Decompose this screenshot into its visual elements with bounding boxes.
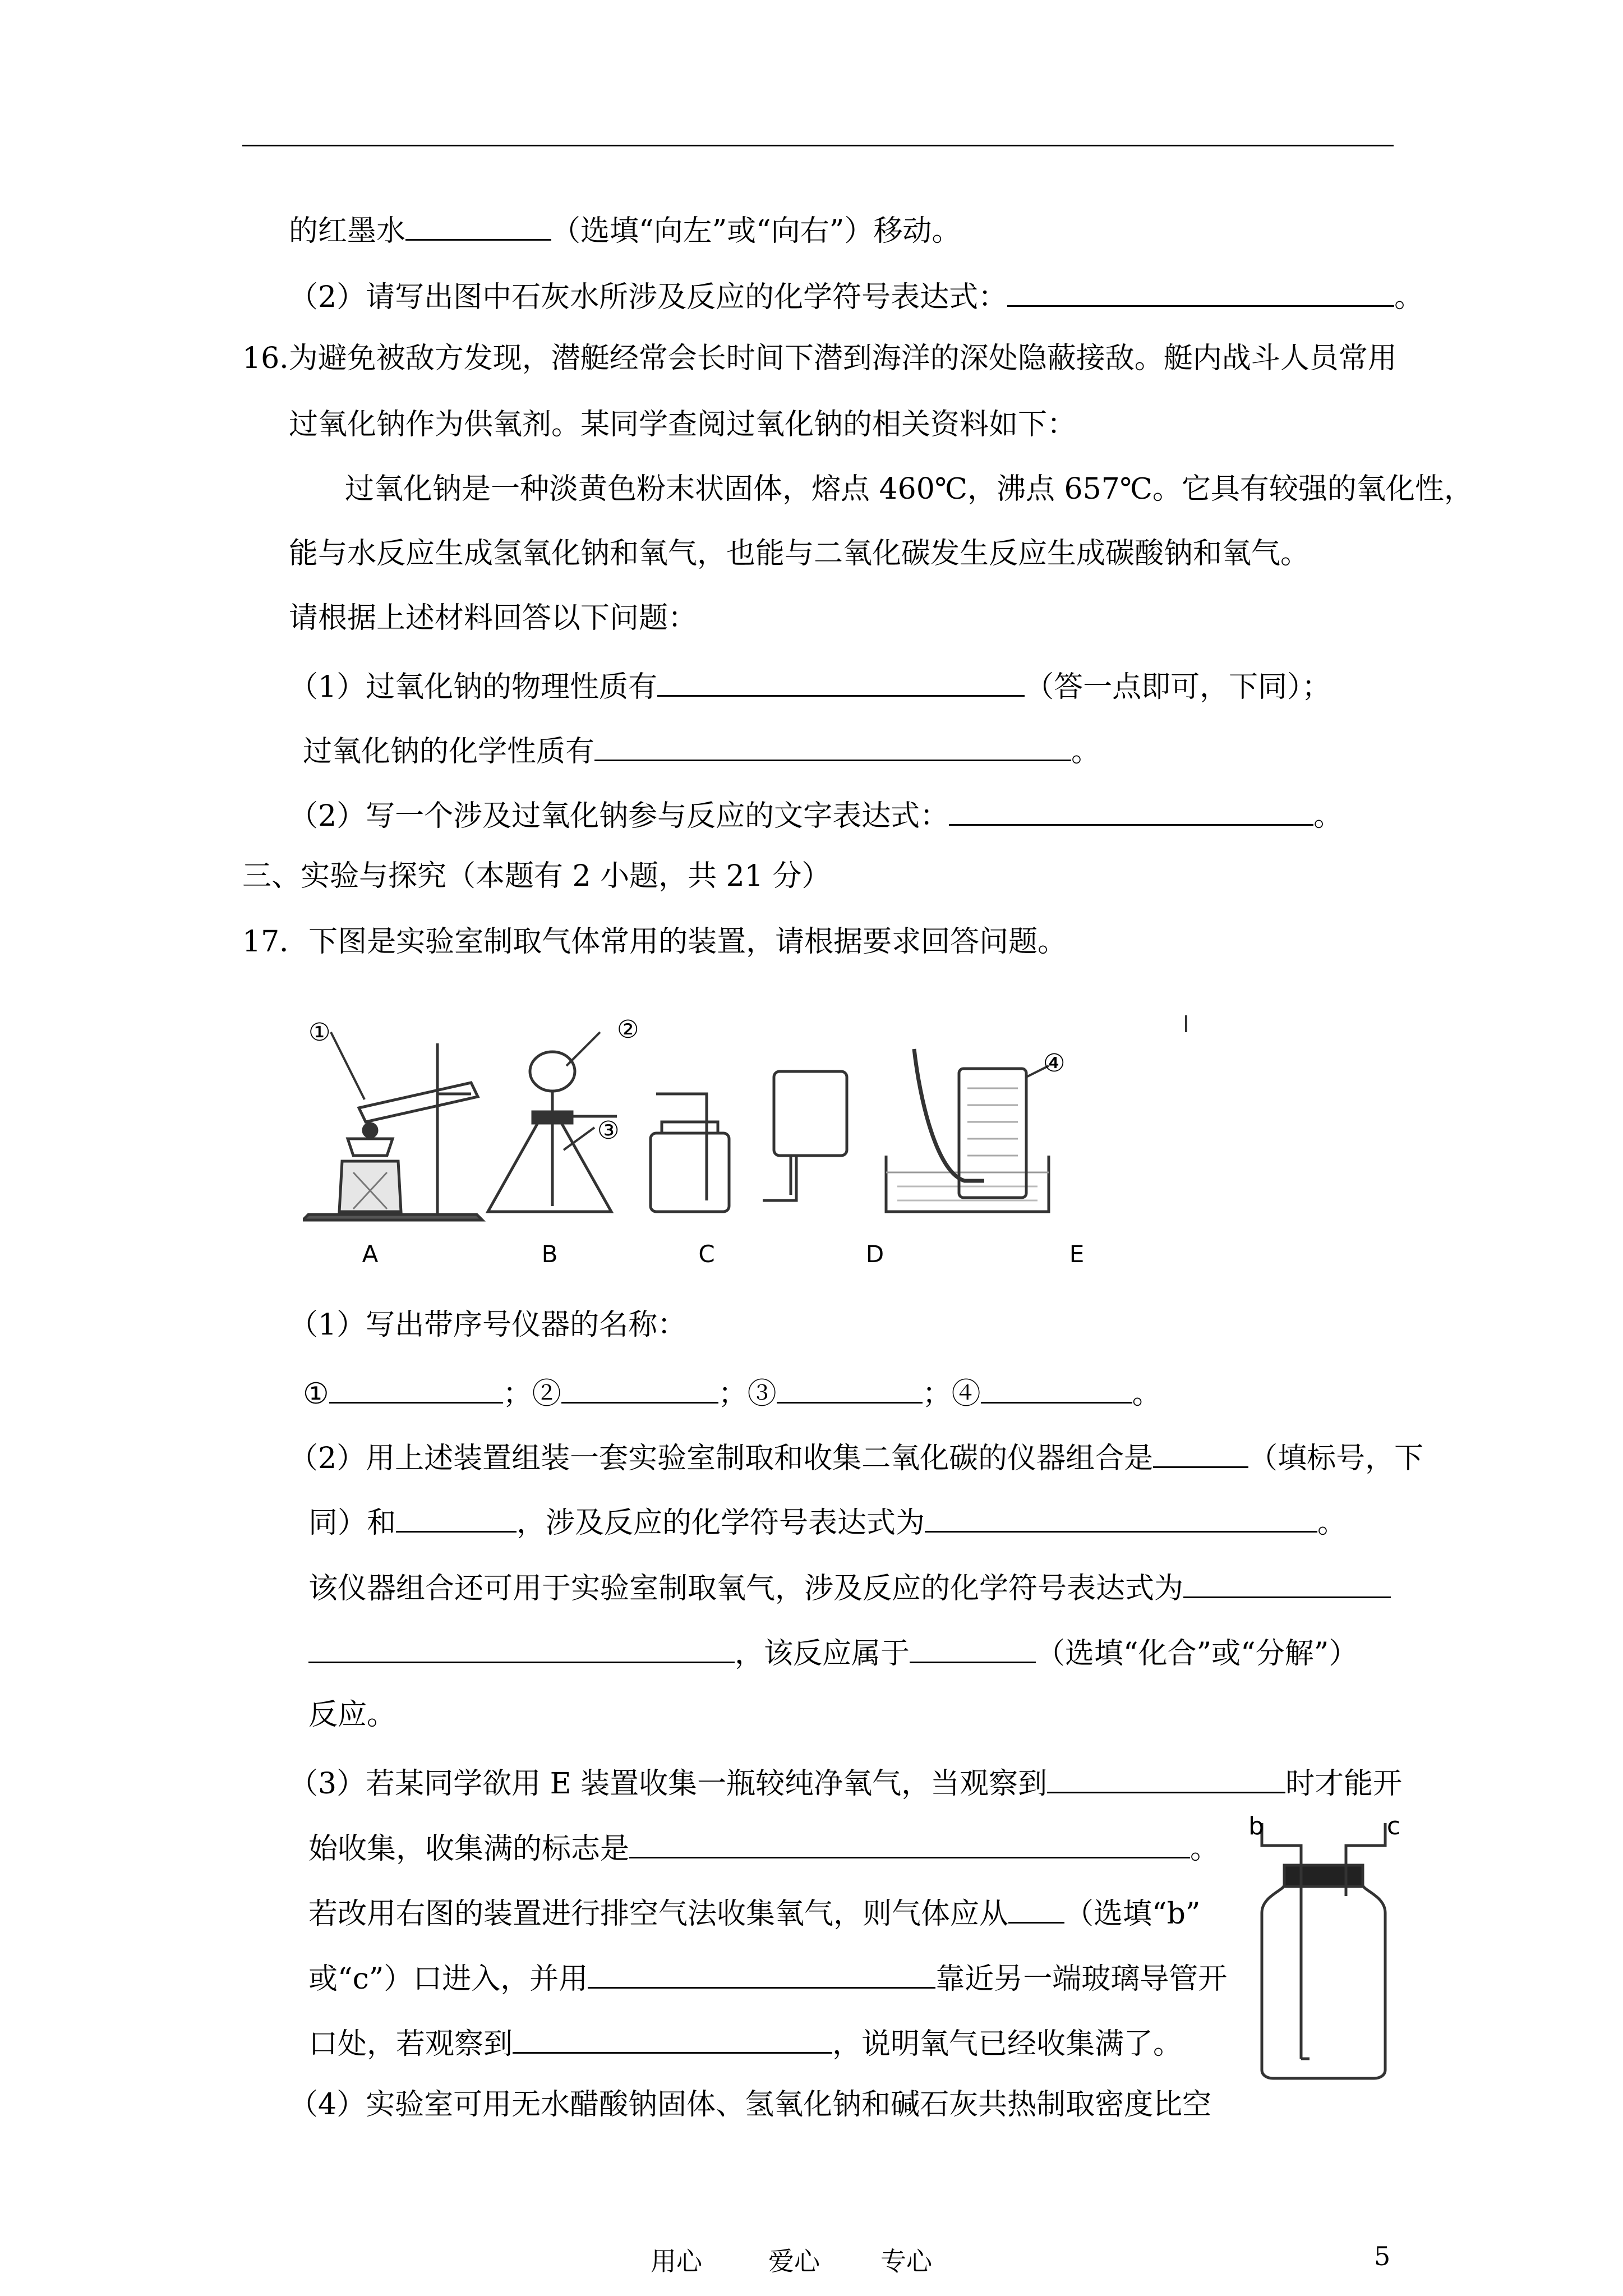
- apparatus-a: [303, 1032, 482, 1220]
- figure-label: B: [541, 1240, 558, 1268]
- text: （3）若某同学欲用 E 装置收集一瓶较纯净氧气，当观察到: [289, 1767, 1048, 1801]
- question-16-stem-cont: 过氧化钠作为供氧剂。某同学查阅过氧化钠的相关资料如下：: [289, 408, 1077, 441]
- text: 或“c”）口进入，并用: [308, 1962, 588, 1996]
- answer-blank[interactable]: [594, 729, 1071, 761]
- figure-label: C: [698, 1240, 715, 1268]
- apparatus-c: [651, 1094, 729, 1212]
- text: （答一点即可，下同）；: [1025, 670, 1331, 704]
- answer-blank[interactable]: [925, 1501, 1317, 1533]
- text: ，涉及反应的化学符号表达式为: [517, 1506, 925, 1540]
- text: 若改用右图的装置进行排空气法收集氧气，则气体应从: [308, 1897, 1009, 1931]
- answer-blank[interactable]: [405, 209, 551, 241]
- text: 时才能开: [1285, 1767, 1403, 1801]
- q17-part2-e: 反应。: [308, 1698, 396, 1732]
- text: 始收集，收集满的标志是: [308, 1832, 630, 1866]
- port-label-c: c: [1386, 1812, 1401, 1841]
- header-rule: [242, 145, 1394, 146]
- text: （2）请写出图中石灰水所涉及反应的化学符号表达式：: [289, 280, 1008, 314]
- page-number: 5: [1374, 2241, 1391, 2271]
- footer-motto-2: 爱心: [768, 2246, 820, 2276]
- text: 。: [1190, 1832, 1220, 1866]
- footer-motto-1: 用心: [651, 2246, 702, 2276]
- answer-blank[interactable]: [396, 1501, 517, 1533]
- collection-bottle-figure: [1239, 1812, 1408, 2081]
- figure-marker: ①: [308, 1018, 331, 1047]
- question-16-stem: 16.为避免被敌方发现，潜艇经常会长时间下潜到海洋的深处隐蔽接敌。艇内战斗人员常用: [242, 342, 1397, 375]
- answer-blank[interactable]: [629, 1826, 1190, 1858]
- answer-blank[interactable]: [513, 2022, 832, 2054]
- text: ；③: [718, 1377, 777, 1411]
- text: ，说明氧气已经收集满了。: [832, 2027, 1183, 2061]
- q17-part2-d: [308, 1631, 1358, 1672]
- material-paragraph-cont: 能与水反应生成氢氧化钠和氧气，也能与二氧化碳发生反应生成碳酸钠和氧气。: [289, 537, 1310, 570]
- q17-part3-c: [308, 1892, 1200, 1932]
- q17-part2-b: [308, 1501, 1347, 1541]
- text: 。: [1317, 1506, 1347, 1540]
- q17-part1: （1）写出带序号仪器的名称：: [289, 1308, 687, 1342]
- answer-blank[interactable]: [777, 1372, 923, 1404]
- apparatus-e: [886, 1049, 1049, 1212]
- text: （填标号，下: [1248, 1442, 1424, 1475]
- apparatus-d: [763, 1071, 847, 1200]
- answer-blank[interactable]: [1183, 1566, 1391, 1598]
- material-paragraph: 过氧化钠是一种淡黄色粉末状固体，熔点 460℃，沸点 657℃。它具有较强的氧化性，: [345, 472, 1473, 506]
- text: 。: [1394, 280, 1424, 314]
- footer-motto-3: 专心: [880, 2246, 932, 2276]
- q16-part1-chemical: [303, 729, 1100, 770]
- text: 同）和: [308, 1506, 396, 1540]
- q17-part3-d: [308, 1957, 1227, 1997]
- answer-blank[interactable]: [561, 1372, 718, 1404]
- text: 口处，若观察到: [308, 2027, 513, 2061]
- q16-part1-physical: [289, 665, 1331, 705]
- answer-blank[interactable]: [329, 1372, 503, 1404]
- apparatus-figure: [303, 987, 1206, 1301]
- text: （选填“b”: [1064, 1897, 1201, 1931]
- text: 靠近另一端玻璃导管开: [935, 1962, 1228, 1996]
- q17-part2-a: [289, 1436, 1423, 1476]
- answer-blank[interactable]: [657, 665, 1025, 697]
- answer-blank[interactable]: [308, 1631, 735, 1663]
- answer-blank[interactable]: [1008, 1892, 1064, 1924]
- text: ，该反应属于: [735, 1637, 910, 1671]
- text: 的红墨水: [289, 214, 406, 248]
- q17-part3-b: [308, 1826, 1219, 1867]
- text: 该仪器组合还可用于实验室制取氧气，涉及反应的化学符号表达式为: [308, 1572, 1184, 1605]
- q17-part3-e: [308, 2022, 1182, 2062]
- text: ①: [303, 1377, 329, 1411]
- text: （1）过氧化钠的物理性质有: [289, 670, 658, 704]
- q16-part2: [289, 794, 1343, 834]
- answer-blank[interactable]: [588, 1957, 935, 1989]
- answer-blank[interactable]: [910, 1631, 1036, 1663]
- answer-blank[interactable]: [1153, 1436, 1248, 1468]
- question-17-stem: 17．下图是实验室制取气体常用的装置，请根据要求回答问题。: [242, 925, 1067, 959]
- figure-marker: ②: [617, 1015, 639, 1044]
- text: （选填“向左”或“向右”）移动。: [551, 214, 961, 248]
- text: （选填“化合”或“分解”）: [1036, 1637, 1358, 1671]
- figure-marker: ③: [597, 1116, 620, 1145]
- answer-blank[interactable]: [949, 794, 1313, 826]
- text: ；④: [922, 1377, 981, 1411]
- text: 。: [1313, 799, 1343, 833]
- q17-part3-a: [289, 1761, 1402, 1802]
- text: 。: [1071, 735, 1101, 769]
- port-label-b: b: [1248, 1812, 1264, 1841]
- figure-marker: ④: [1043, 1049, 1066, 1078]
- line-red-ink: [289, 209, 961, 249]
- q17-part4: （4）实验室可用无水醋酸钠固体、氢氧化钠和碱石灰共热制取密度比空: [289, 2088, 1212, 2122]
- text: 过氧化钠的化学性质有: [303, 735, 595, 769]
- figure-label: D: [865, 1240, 884, 1268]
- answer-blank[interactable]: [981, 1372, 1132, 1404]
- figure-label: A: [362, 1240, 379, 1268]
- section-heading: 三、实验与探究（本题有 2 小题，共 21 分）: [242, 859, 831, 893]
- text: （2）写一个涉及过氧化钠参与反应的文字表达式：: [289, 799, 949, 833]
- text: （2）用上述装置组装一套实验室制取和收集二氧化碳的仪器组合是: [289, 1442, 1154, 1475]
- q17-part1-blanks: [303, 1372, 1161, 1412]
- instruction: 请根据上述材料回答以下问题：: [289, 601, 698, 635]
- text: 。: [1132, 1377, 1161, 1411]
- answer-blank[interactable]: [1007, 275, 1394, 307]
- line-limewater: [289, 275, 1423, 315]
- answer-blank[interactable]: [1047, 1761, 1285, 1793]
- figure-label: E: [1069, 1240, 1085, 1268]
- text: ；②: [502, 1377, 561, 1411]
- q17-part2-c: [308, 1566, 1391, 1607]
